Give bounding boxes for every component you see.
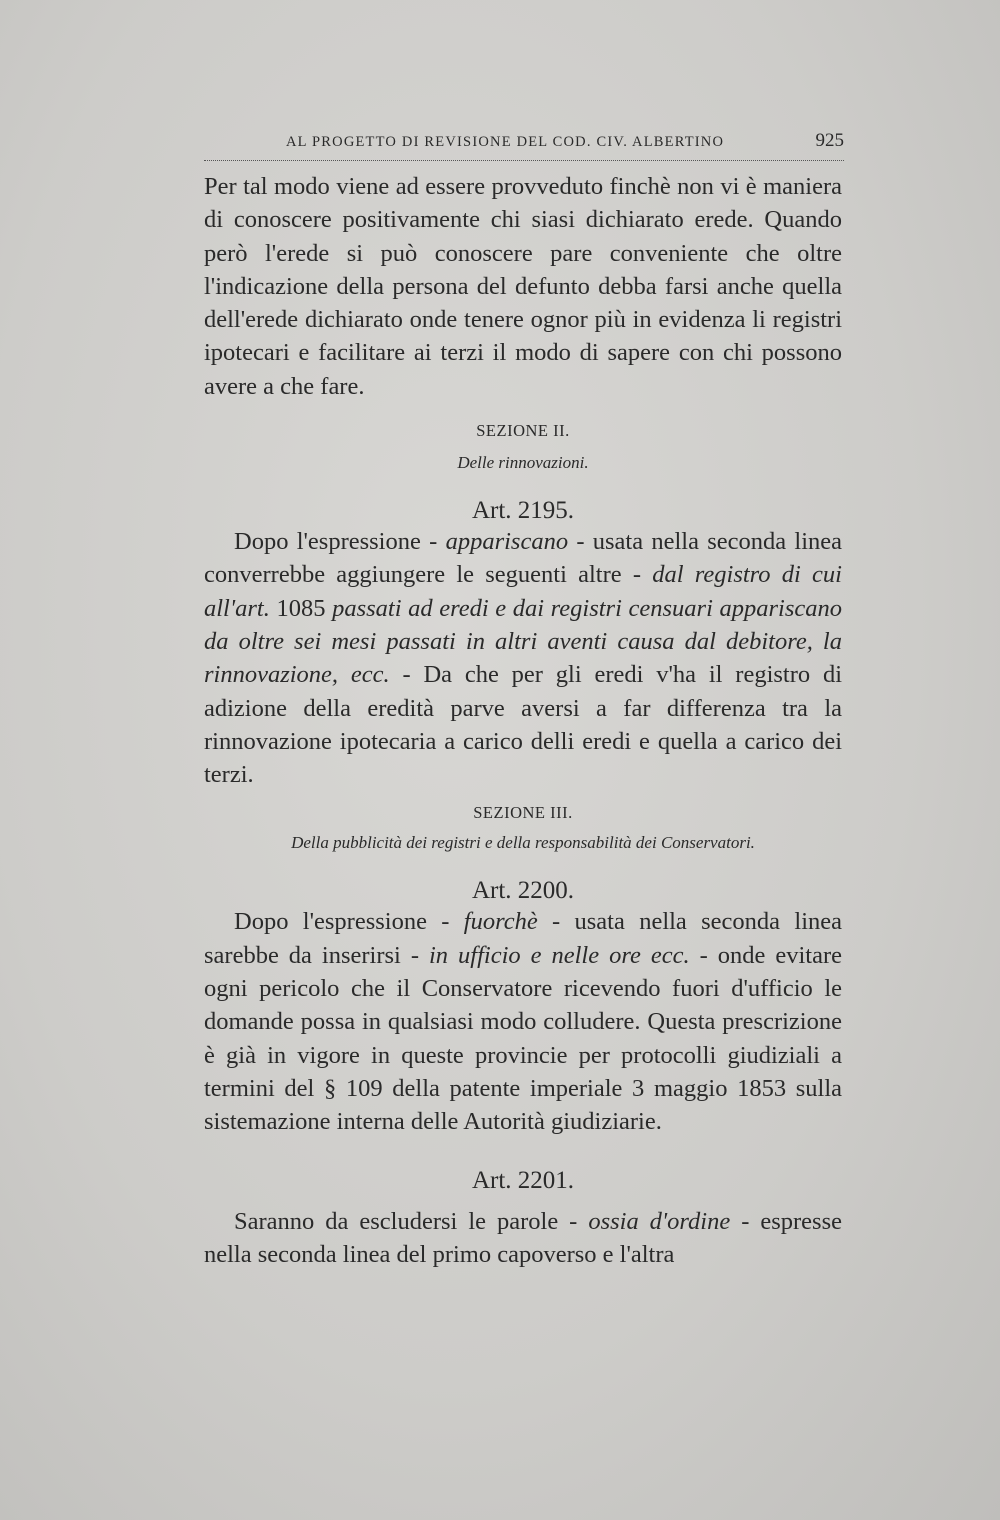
article-heading-2195: Art. 2195. bbox=[471, 497, 575, 525]
running-title: AL PROGETTO DI REVISIONE DEL COD. CIV. ALBERTINO bbox=[286, 134, 725, 150]
italic-run: ossia d'ordine bbox=[588, 1207, 731, 1235]
text-run: - onde evitare ogni pericolo che il Conservatore ricevendo fuori d'ufficio le domande possa in qualsiasi modo colludere. Questa prescrizione è già in vigore in queste provincie per protocolli giudiziali a termini del § 109 della patente imperiale 3 maggio 1853 sulla sistemazione interna delle Autorità giudiziarie. bbox=[204, 941, 842, 1136]
italic-run: passati ad eredi e dai registri censuari appariscano da oltre sei mesi passati in altri aventi causa dal debitore, la rinnovazione, ecc. bbox=[204, 594, 842, 689]
text-run: - Da che per gli eredi v'ha il registro di adizione della eredità parve aversi a far differenza tra la rinnovazione ipotecaria a carico delli eredi e quella a carico dei terzi. bbox=[204, 661, 842, 789]
italic-run: appariscano bbox=[445, 528, 569, 556]
page-number: 925 bbox=[815, 130, 844, 151]
article-heading-2201: Art. 2201. bbox=[471, 1166, 575, 1194]
article-text-2195 bbox=[204, 525, 842, 791]
article-text-2201 bbox=[204, 1205, 842, 1272]
running-header bbox=[204, 130, 844, 158]
text-run: - espresse nella seconda linea del primo capoverso e l'altra bbox=[204, 1207, 842, 1268]
text-run: Dopo l'espressione - bbox=[234, 908, 464, 936]
text-run: Dopo l'espressione - bbox=[234, 528, 446, 556]
section-title-3: Della pubblicità dei registri e della responsabilità dei Conservatori. bbox=[291, 833, 755, 853]
italic-run: dal registro di cui all'art. bbox=[204, 561, 842, 622]
section-title-2: Delle rinnovazioni. bbox=[457, 453, 589, 473]
paragraph-intro: Per tal modo viene ad essere provveduto finchè non vi è maniera di conoscere positivamente chi siasi dichiarato erede. Quando però l'erede si può conoscere pare conveniente che oltre l'indicazione della persona del defunto debba farsi anche quella dell'erede dichiarato onde tenere ognor più in evidenza li registri ipotecari e facilitare ai terzi il modo di sapere con chi possono avere a che fare. bbox=[204, 173, 842, 400]
text-run: 1085 bbox=[269, 594, 333, 622]
italic-run: fuorchè bbox=[463, 908, 538, 936]
text-run: - usata nella seconda linea converrebbe aggiungere le seguenti altre - bbox=[204, 528, 843, 589]
article-heading-2200: Art. 2200. bbox=[471, 877, 575, 905]
italic-run: in ufficio e nelle ore ecc. bbox=[429, 941, 690, 969]
text-run: Saranno da escludersi le parole - bbox=[234, 1207, 589, 1235]
article-text-2200 bbox=[204, 905, 842, 1138]
header-rule bbox=[204, 160, 844, 161]
section-label-3: SEZIONE III. bbox=[473, 803, 573, 823]
text-column bbox=[204, 170, 842, 1271]
section-label-2: SEZIONE II. bbox=[476, 421, 570, 441]
text-run: - usata nella seconda linea sarebbe da inserirsi - bbox=[204, 908, 842, 969]
